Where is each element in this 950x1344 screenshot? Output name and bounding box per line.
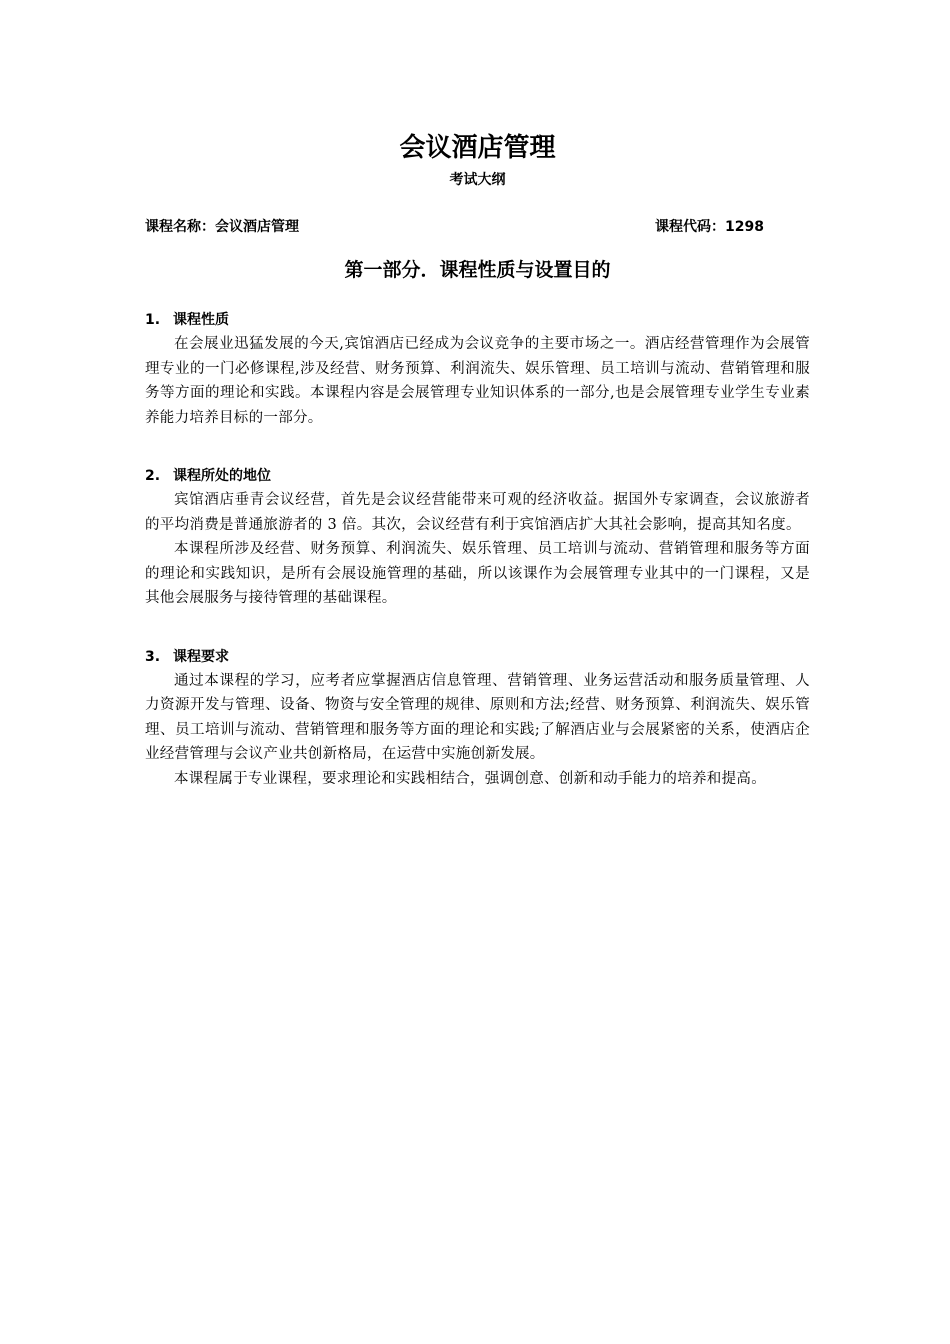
document-subtitle: 考试大纲	[449, 172, 506, 188]
part-heading: 第一部分．课程性质与设置目的	[344, 259, 611, 281]
section-number: 3.	[145, 648, 161, 665]
section-title: 课程所处的地位	[173, 468, 271, 484]
section-number: 1.	[145, 312, 161, 328]
paragraph: 本课程所涉及经营、财务预算、利润流失、娱乐管理、员工培训与流动、营销管理和服务等方面的理论和实践知识，是所有会展设施管理的基础，所以该课作为会展管理专业其中的一门课程，又是其他会展服务与接待管理的基础课程。	[145, 541, 810, 606]
section-course-requirements	[145, 645, 810, 792]
document-page	[145, 130, 810, 791]
section-title: 课程性质	[173, 312, 229, 328]
section-course-nature	[145, 308, 810, 430]
paragraph: 宾馆酒店垂青会议经营，首先是会议经营能带来可观的经济收益。据国外专家调查，会议旅游者的平均消费是普通旅游者的 3 倍。其次，会议经营有利于宾馆酒店扩大其社会影响，提高其知名度。	[145, 492, 810, 533]
paragraph: 在会展业迅猛发展的今天,宾馆酒店已经成为会议竞争的主要市场之一。酒店经营管理作为会展管理专业的一门必修课程,涉及经营、财务预算、利润流失、娱乐管理、员工培训与流动、营销管理和服务等方面的理论和实践。本课程内容是会展管理专业知识体系的一部分,也是会展管理专业学生专业素养能力培养目标的一部分。	[145, 336, 810, 426]
section-number: 2.	[145, 468, 161, 484]
section-heading	[145, 645, 810, 669]
document-title: 会议酒店管理	[399, 133, 556, 163]
course-code: 课程代码：1298	[655, 219, 764, 235]
paragraph: 通过本课程的学习，应考者应掌握酒店信息管理、营销管理、业务运营活动和服务质量管理、人力资源开发与管理、设备、物资与安全管理的规律、原则和方法;经营、财务预算、利润流失、娱乐管理、员工培训与流动、营销管理和服务等方面的理论和实践;了解酒店业与会展紧密的关系，使酒店企业经营管理与会议产业共创新格局，在运营中实施创新发展。	[145, 672, 810, 762]
section-title: 课程要求	[173, 648, 229, 665]
section-heading	[145, 308, 810, 332]
course-name: 课程名称：会议酒店管理	[145, 219, 299, 235]
section-course-position	[145, 464, 810, 611]
course-info-row	[145, 216, 810, 242]
paragraph: 本课程属于专业课程，要求理论和实践相结合，强调创意、创新和动手能力的培养和提高。	[174, 770, 766, 787]
section-heading	[145, 464, 810, 488]
